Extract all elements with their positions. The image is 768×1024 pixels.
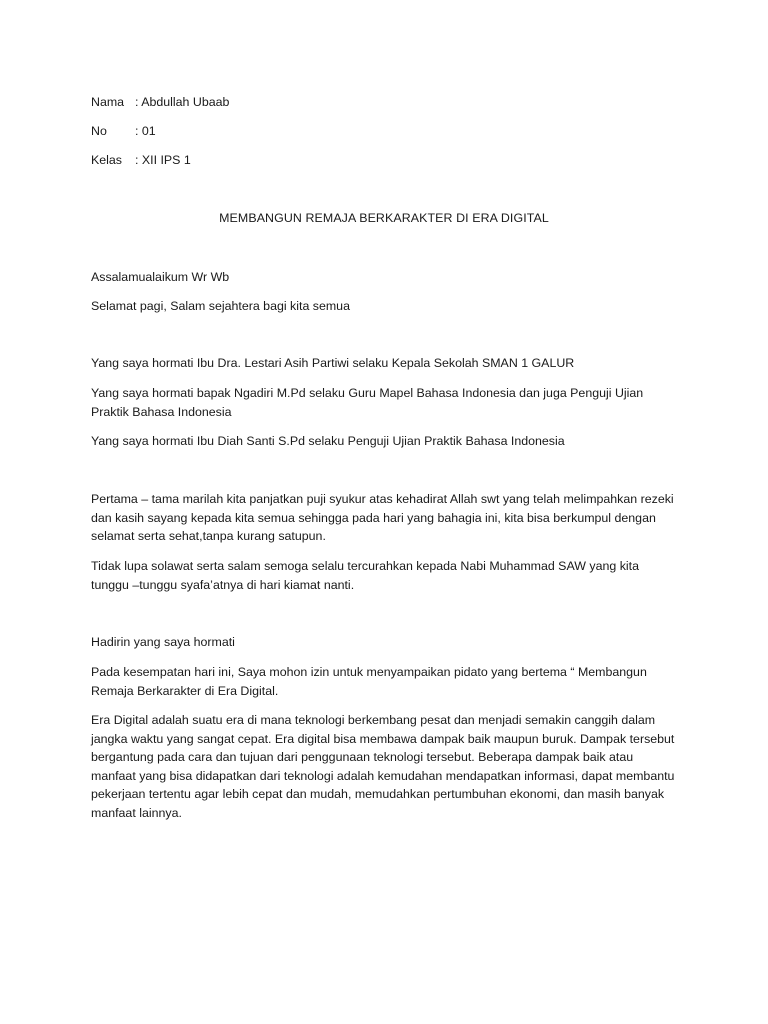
class-value: : XII IPS 1: [135, 153, 191, 167]
class-field: [91, 151, 191, 170]
era-digital-paragraph: Era Digital adalah suatu era di mana teknologi berkembang pesat dan menjadi semakin canggih dalam jangka waktu yang sangat cepat. Era digital bisa membawa dampak baik maupun buruk. Dampak tersebut bergantung pada cara dan tujuan dari penggunaan teknologi tersebut. Beberapa dampak baik atau manfaat yang bisa didapatkan dari teknologi adalah kemudahan mendapatkan informasi, dapat membantu pekerjaan tertentu agar lebih cepat dan mudah, memudahkan pertumbuhan ekonomi, dan masih banyak manfaat lainnya.: [91, 713, 675, 820]
name-value: : Abdullah Ubaab: [135, 95, 230, 109]
class-label: Kelas: [91, 153, 122, 167]
solawat-paragraph: Tidak lupa solawat serta salam semoga selalu tercurahkan kepada Nabi Muhammad SAW yang kita tunggu –tunggu syafa’atnya di hari kiamat nanti.: [91, 559, 639, 592]
honorific-principal: Yang saya hormati Ibu Dra. Lestari Asih Partiwi selaku Kepala Sekolah SMAN 1 GALUR: [91, 356, 575, 370]
document-title: MEMBANGUN REMAJA BERKARAKTER DI ERA DIGITAL: [219, 211, 549, 225]
honorific-teacher: Yang saya hormati bapak Ngadiri M.Pd selaku Guru Mapel Bahasa Indonesia dan juga Penguji Ujian Praktik Bahasa Indonesia: [91, 386, 644, 419]
number-field: [91, 122, 156, 141]
number-label: No: [91, 124, 107, 138]
opening-paragraph: Pertama – tama marilah kita panjatkan puji syukur atas kehadirat Allah swt yang telah melimpahkan rezeki dan kasih sayang kepada kita semua sehingga pada hari yang bahagia ini, kita bisa berkumpul dengan selamat serta sehat,tanpa kurang satupun.: [91, 492, 674, 543]
honorific-examiner: Yang saya hormati Ibu Diah Santi S.Pd selaku Penguji Ujian Praktik Bahasa Indonesia: [91, 434, 565, 448]
name-label: Nama: [91, 95, 125, 109]
greeting-salam: Assalamualaikum Wr Wb: [91, 270, 230, 284]
theme-paragraph: Pada kesempatan hari ini, Saya mohon izin untuk menyampaikan pidato yang bertema “ Membangun Remaja Berkarakter di Era Digital.: [91, 665, 647, 698]
number-value: : 01: [135, 124, 156, 138]
name-field: [91, 93, 229, 112]
greeting-morning: Selamat pagi, Salam sejahtera bagi kita semua: [91, 299, 350, 313]
audience-greeting: Hadirin yang saya hormati: [91, 635, 235, 649]
